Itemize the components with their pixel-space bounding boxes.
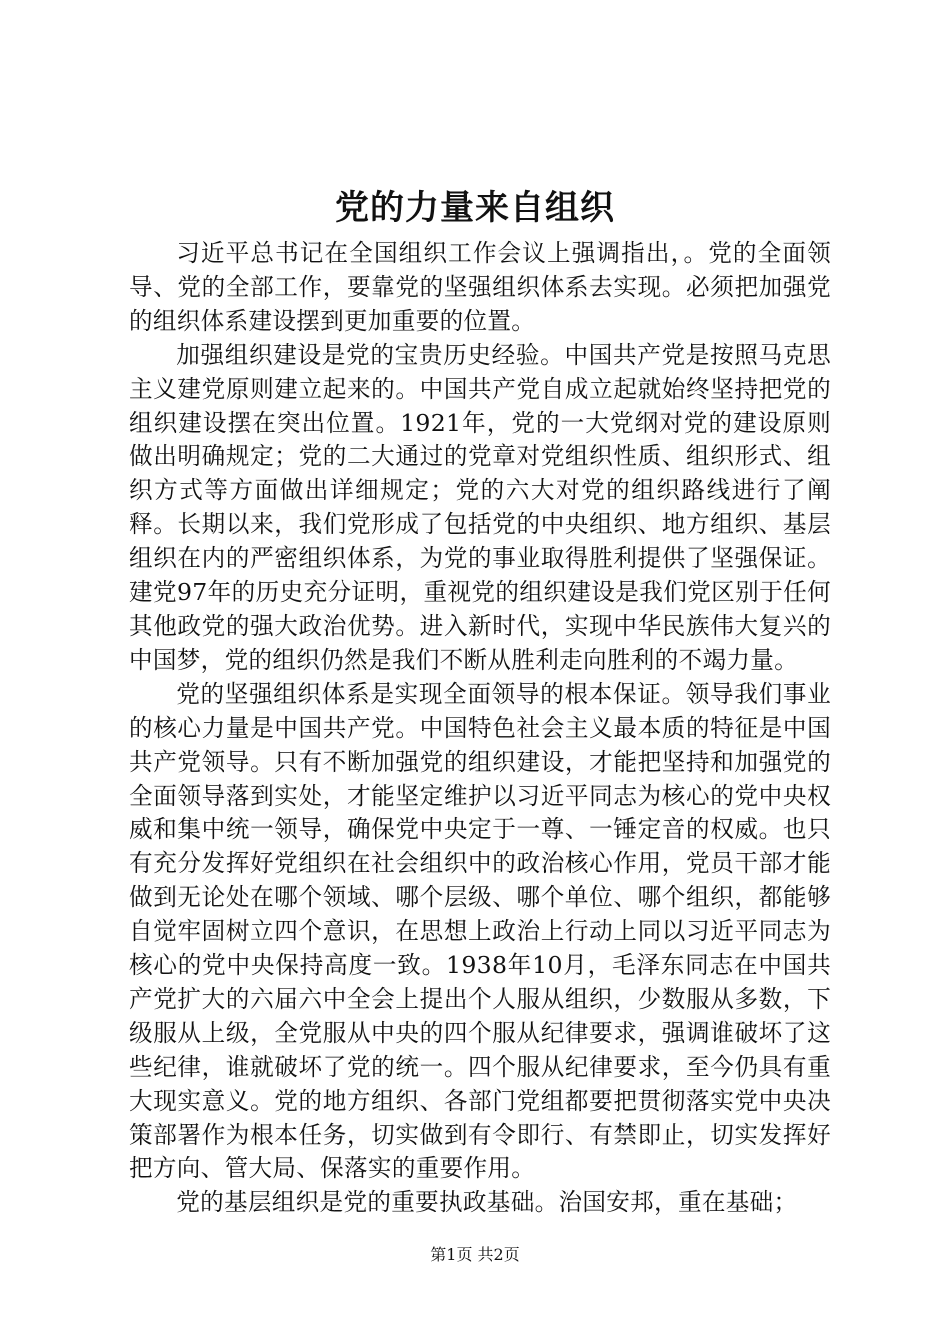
page-footer: 第1页 共2页 — [430, 1245, 520, 1264]
paragraph-2: 加强组织建设是党的宝贵历史经验。中国共产党是按照马克思主义建党原则建立起来的。中国共产党自成立起就始终坚持把党的组织建设摆在突出位置。1921年，党的一大党纲对党的建设原则做出明确规定；党的二大通过的党章对党组织性质、组织形式、组织方式等方面做出详细规定；党的六大对党的组织路线进行了阐释。长期以来，我们党形成了包括党的中央组织、地方组织、基层组织在内的严密组织体系，为党的事业取得胜利提供了坚强保证。建党97年的历史充分证明，重视党的组织建设是我们党区别于任何其他政党的强大政治优势。进入新时代，实现中华民族伟大复兴的中国梦，党的组织仍然是我们不断从胜利走向胜利的不竭力量。 — [129, 340, 831, 674]
document-body — [129, 237, 831, 1217]
paragraph-3: 党的坚强组织体系是实现全面领导的根本保证。领导我们事业的核心力量是中国共产党。中国特色社会主义最本质的特征是中国共产党领导。只有不断加强党的组织建设，才能把坚持和加强党的全面领导落到实处，才能坚定维护以习近平同志为核心的党中央权威和集中统一领导，确保党中央定于一尊、一锤定音的权威。也只有充分发挥好党组织在社会组织中的政治核心作用，党员干部才能做到无论处在哪个领域、哪个层级、哪个单位、哪个组织，都能够自觉牢固树立四个意识，在思想上政治上行动上同以习近平同志为核心的党中央保持高度一致。1938年10月，毛泽东同志在中国共产党扩大的六届六中全会上提出个人服从组织，少数服从多数，下级服从上级，全党服从中央的四个服从纪律要求，强调谁破坏了这些纪律，谁就破坏了党的统一。四个服从纪律要求，至今仍具有重大现实意义。党的地方组织、各部门党组都要把贯彻落实党中央决策部署作为根本任务，切实做到有令即行、有禁即止，切实发挥好把方向、管大局、保落实的重要作用。 — [129, 679, 831, 1183]
paragraph-1: 习近平总书记在全国组织工作会议上强调指出，。党的全面领导、党的全部工作，要靠党的坚强组织体系去实现。必须把加强党的组织体系建设摆到更加重要的位置。 — [129, 239, 831, 335]
paragraph-4: 党的基层组织是党的重要执政基础。治国安邦，重在基础； — [176, 1188, 798, 1217]
document-title: 党的力量来自组织 — [335, 188, 615, 228]
